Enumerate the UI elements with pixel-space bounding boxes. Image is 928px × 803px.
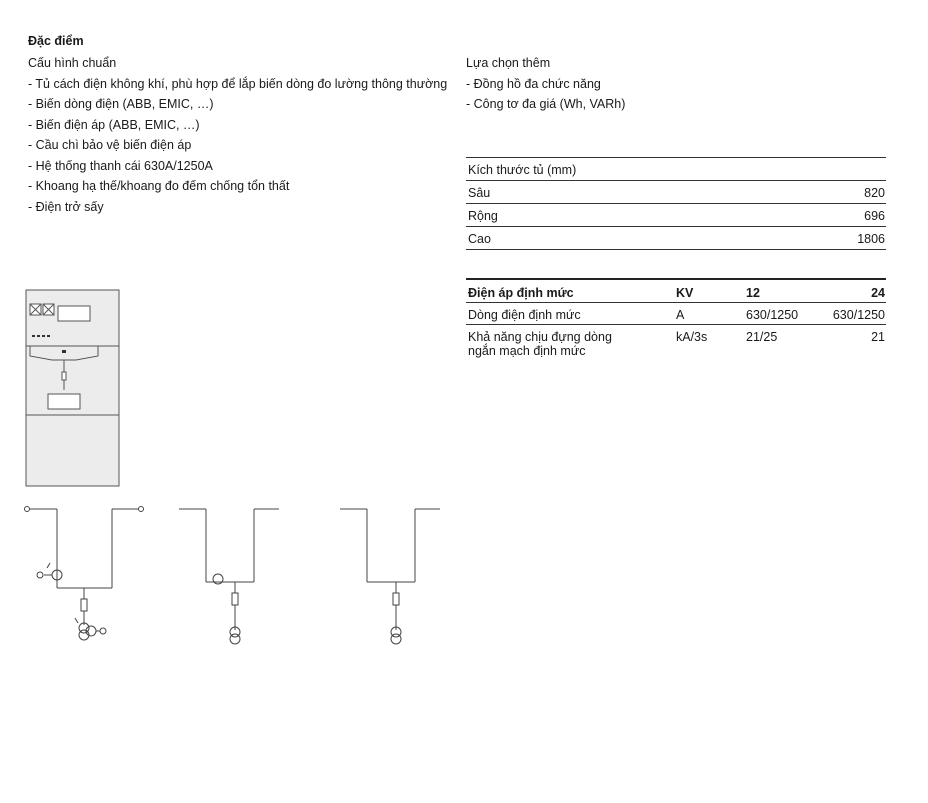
standard-item: - Cầu chì bảo vệ biến điện áp	[28, 138, 192, 152]
standard-item: - Hệ thống thanh cái 630A/1250A	[28, 158, 213, 173]
table-row	[466, 325, 886, 361]
rating-value: 21	[871, 330, 885, 344]
option-item: - Đồng hồ đa chức năng	[466, 76, 601, 91]
standard-item: - Biến điện áp (ABB, EMIC, …)	[28, 117, 200, 132]
single-line-diagram-ct-vt	[20, 500, 150, 650]
ratings-table	[466, 278, 886, 360]
dimension-value: 820	[680, 181, 886, 204]
standard-item: - Khoang hạ thế/khoang đo đếm chống tổn thất	[28, 179, 290, 193]
dimensions-table	[466, 157, 886, 250]
standard-item: - Biến dòng điện (ABB, EMIC, …)	[28, 97, 214, 111]
rating-label: Khả năng chịu đựng dòng ngắn mạch định mức	[468, 330, 612, 358]
rating-label: Điện áp định mức	[466, 279, 674, 303]
table-row	[466, 158, 886, 181]
dimension-value: 1806	[680, 227, 886, 250]
rating-unit: kA/3s	[676, 330, 708, 344]
rating-unit: A	[674, 303, 744, 325]
rating-unit: KV	[674, 279, 744, 303]
single-line-diagram-vt	[336, 500, 446, 650]
table-row	[466, 279, 886, 303]
rating-value: 630/1250	[822, 303, 886, 325]
options-section	[466, 53, 726, 115]
rating-value: 24	[822, 279, 886, 303]
single-line-diagram-ct-vt-alt	[175, 500, 285, 650]
table-row	[466, 204, 886, 227]
rating-label: Dòng điện định mức	[466, 303, 674, 325]
dimension-label: Sâu	[466, 181, 680, 204]
rating-value: 12	[744, 279, 822, 303]
features-section	[28, 31, 453, 217]
rating-value: 21/25	[746, 330, 778, 344]
dimensions-title: Kích thước tủ (mm)	[466, 158, 886, 181]
table-row	[466, 181, 886, 204]
dimension-label: Cao	[466, 227, 680, 250]
switchgear-cabinet-drawing	[20, 290, 125, 490]
table-row	[466, 227, 886, 250]
rating-value: 630/1250	[744, 303, 822, 325]
dimension-value: 696	[680, 204, 886, 227]
standard-item: - Điện trở sấy	[28, 199, 104, 214]
standard-config-title: Cấu hình chuẩn	[28, 56, 117, 70]
options-title: Lựa chọn thêm	[466, 56, 551, 70]
features-heading: Đặc điểm	[28, 34, 84, 48]
table-row	[466, 303, 886, 325]
standard-item: - Tủ cách điện không khí, phù hợp để lắp biến dòng đo lường thông thường	[28, 76, 448, 91]
option-item: - Công tơ đa giá (Wh, VARh)	[466, 97, 626, 111]
dimension-label: Rộng	[466, 204, 680, 227]
